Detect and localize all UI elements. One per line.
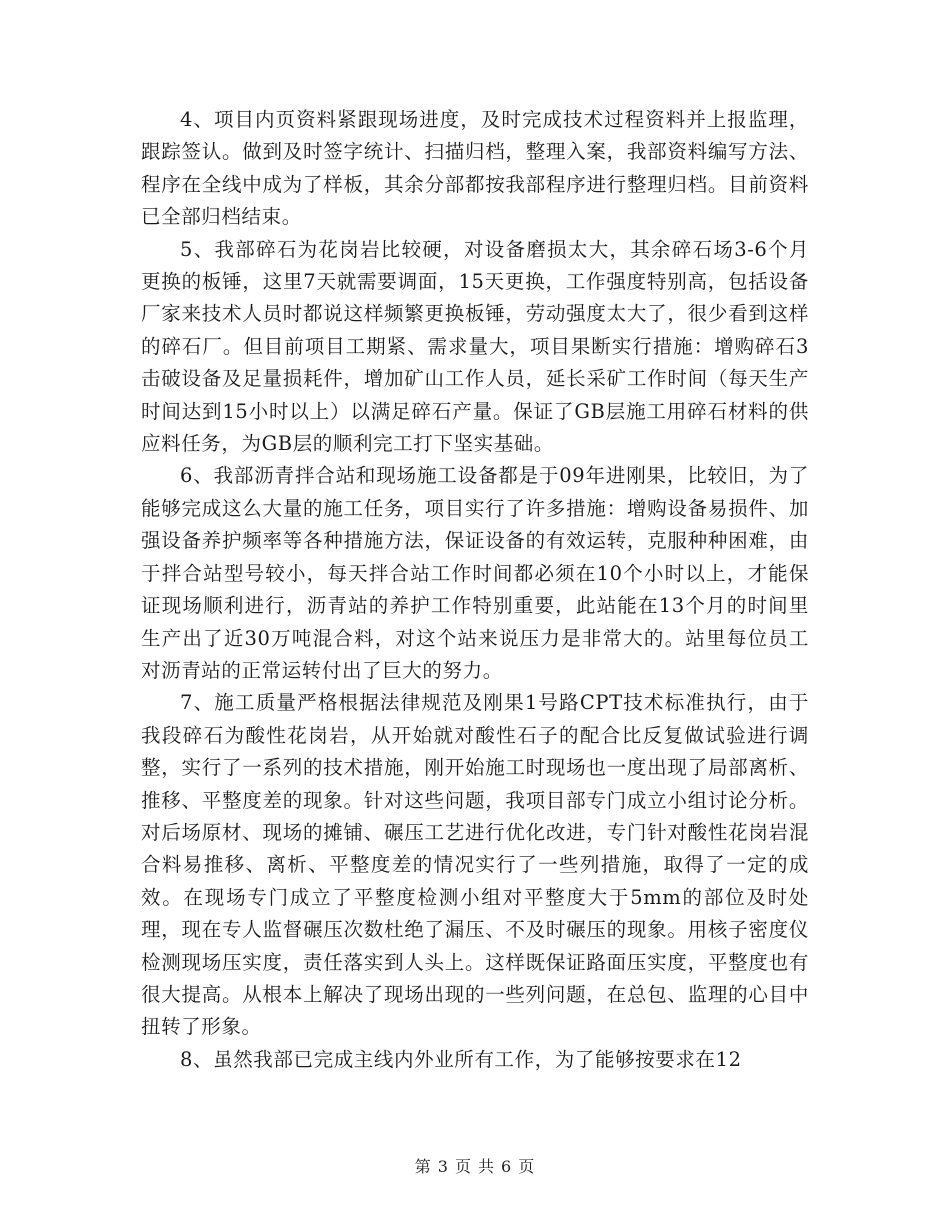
page-footer xyxy=(0,1154,950,1177)
paragraph-item-4: 4、项目内页资料紧跟现场进度，及时完成技术过程资料并上报监理，跟踪签认。做到及时签字统计、扫描归档，整理入案，我部资料编写方法、程序在全线中成为了样板，其余分部都按我部程序进行整理归档。目前资料已全部归档结束。 xyxy=(141,108,809,229)
footer-current-page: 3 xyxy=(437,1157,449,1176)
document-body xyxy=(141,104,809,1076)
footer-page-end-label: 页 xyxy=(518,1157,536,1176)
paragraph-item-5: 5、我部碎石为花岗岩比较硬，对设备磨损太大，其余碎石场3-6个月更换的板锤，这里7天就需要调面，15天更换，工作强度特别高，包括设备厂家来技术人员时都说这样频繁更换板锤，劳动强度太大了，很少看到这样的碎石厂。但目前项目工期紧、需求量大，项目果断实行措施：增购碎石3击破设备及足量损耗件，增加矿山工作人员，延长采矿工作时间（每天生产时间达到15小时以上）以满足碎石产量。保证了GB层施工用碎石材料的供应料任务，为GB层的顺利完工打下坚实基础。 xyxy=(141,237,809,456)
paragraph-item-7: 7、施工质量严格根据法律规范及刚果1号路CPT技术标准执行，由于我段碎石为酸性花岗岩，从开始就对酸性石子的配合比反复做试验进行调整，实行了一系列的技术措施，刚开始施工时现场也一度出现了局部离析、推移、平整度差的现象。针对这些问题，我项目部专门成立小组讨论分析。对后场原材、现场的摊铺、碾压工艺进行优化改进，专门针对酸性花岗岩混合料易推移、离析、平整度差的情况实行了一些列措施，取得了一定的成效。在现场专门成立了平整度检测小组对平整度大于5mm的部位及时处理，现在专人监督碾压次数杜绝了漏压、不及时碾压的现象。用核子密度仪检测现场压实度，责任落实到人头上。这样既保证路面压实度，平整度也有很大提高。从根本上解决了现场出现的一些列问题，在总包、监理的心目中扭转了形象。 xyxy=(141,691,809,1039)
footer-total-pages: 6 xyxy=(501,1157,513,1176)
paragraph-item-6: 6、我部沥青拌合站和现场施工设备都是于09年进刚果，比较旧，为了能够完成这么大量的施工任务，项目实行了许多措施：增购设备易损件、加强设备养护频率等各种措施方法，保证设备的有效运转，克服种种困难，由于拌合站型号较小，每天拌合站工作时间都必须在10个小时以上，才能保证现场顺利进行，沥青站的养护工作特别重要，此站能在13个月的时间里生产出了近30万吨混合料，对这个站来说压力是非常大的。站里每位员工对沥青站的正常运转付出了巨大的努力。 xyxy=(141,464,809,682)
paragraph-item-8: 8、虽然我部已完成主线内外业所有工作，为了能够按要求在12 xyxy=(180,1047,742,1071)
footer-total-prefix: 共 xyxy=(478,1157,496,1176)
footer-page-label: 页 xyxy=(454,1157,472,1176)
footer-prefix: 第 xyxy=(414,1157,432,1176)
